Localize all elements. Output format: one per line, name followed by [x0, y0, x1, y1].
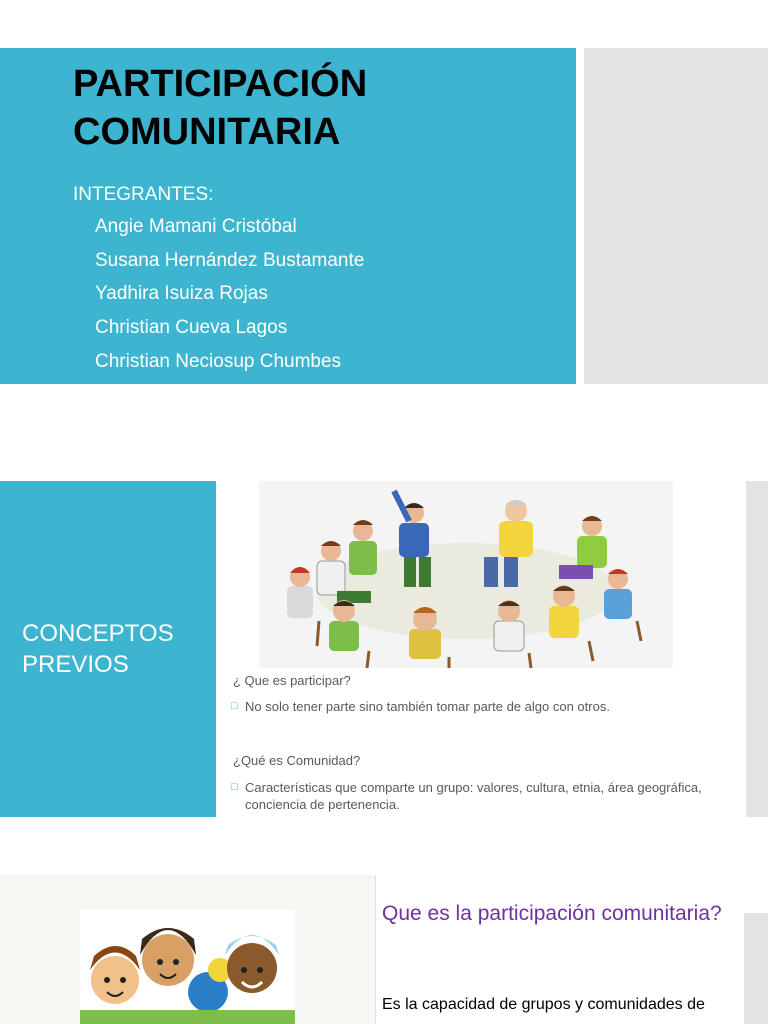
slide-title-line-1: PARTICIPACIÓN — [73, 63, 368, 105]
slide-divider — [375, 875, 376, 1024]
members-list — [95, 215, 364, 383]
member-name: Susana Hernández Bustamante — [95, 249, 365, 271]
square-bullet-icon: □ — [231, 781, 238, 793]
community-body-text: Es la capacidad de grupos y comunidades de — [382, 996, 705, 1013]
question-participar: ¿ Que es participar? — [233, 673, 351, 688]
children-group-illustration — [80, 910, 295, 1024]
concepts-title — [22, 618, 174, 680]
person-figure — [549, 585, 579, 638]
concepts-title-line-1: CONCEPTOS — [22, 620, 174, 647]
members-label: INTEGRANTES: — [73, 184, 214, 205]
question-comunidad: ¿Qué es Comunidad? — [233, 753, 361, 768]
square-bullet-icon: □ — [231, 700, 238, 712]
slide-title-line-2: COMUNITARIA — [73, 111, 341, 153]
person-figure — [287, 567, 313, 618]
member-name: Christian Neciosup Chumbes — [95, 350, 342, 372]
member-name: Angie Mamani Cristóbal — [95, 216, 297, 237]
answer-participar — [231, 698, 725, 715]
member-name: Christian Cueva Lagos — [95, 317, 288, 339]
group-circle-illustration — [259, 481, 673, 668]
answer-comunidad — [231, 779, 715, 813]
concepts-title-line-2: PREVIOS — [22, 651, 129, 678]
person-figure — [409, 607, 441, 659]
slide-title — [73, 60, 553, 156]
community-side-strip — [744, 913, 768, 1024]
child-figure — [225, 935, 279, 993]
concepts-side-strip — [746, 481, 768, 817]
community-heading: Que es la participación comunitaria? — [382, 902, 722, 925]
member-name: Yadhira Isuiza Rojas — [95, 283, 268, 305]
title-slide-side-panel — [584, 48, 768, 384]
answer-text: No solo tener parte sino también tomar parte de algo con otros. — [245, 699, 610, 714]
answer-text: Características que comparte un grupo: valores, cultura, etnia, área geográfica, conciencia de pertenencia. — [245, 780, 702, 812]
